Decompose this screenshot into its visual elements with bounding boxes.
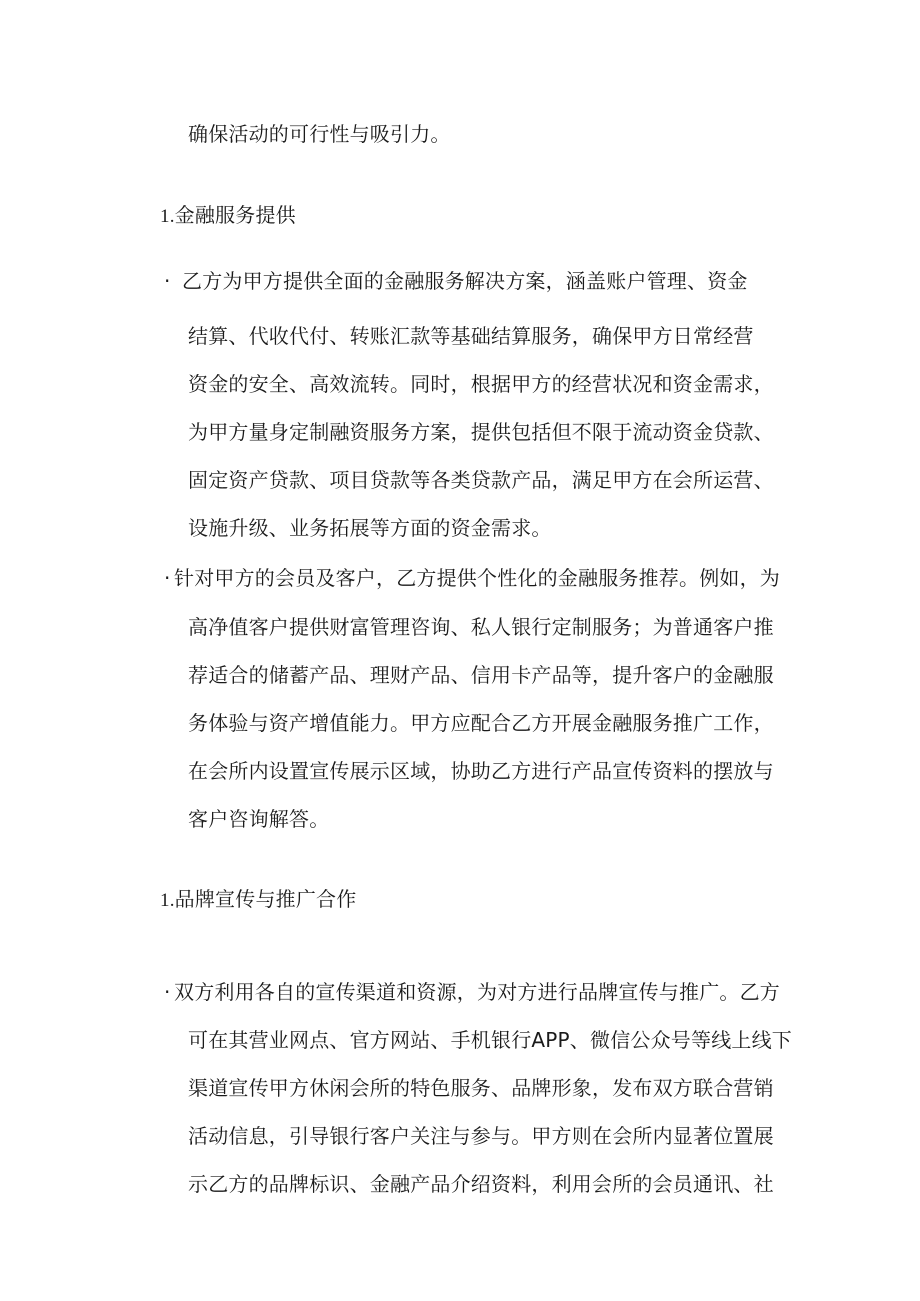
- paragraph-line: 渠道宣传甲方休闲会所的特色服务、品牌形象，发布双方联合营销: [188, 1076, 774, 1100]
- bullet-dot: ·: [164, 566, 171, 590]
- paragraph-text: 乙方为甲方提供全面的金融服务解决方案，涵盖账户管理、资金: [182, 269, 748, 293]
- paragraph-line: 荐适合的储蓄产品、理财产品、信用卡产品等，提升客户的金融服: [188, 663, 774, 687]
- paragraph-line: 客户咨询解答。: [188, 807, 330, 831]
- paragraph-line: 在会所内设置宣传展示区域，协助乙方进行产品宣传资料的摆放与: [188, 759, 774, 783]
- paragraph-line: [164, 268, 748, 294]
- paragraph-line: 高净值客户提供财富管理咨询、私人银行定制服务；为普通客户推: [188, 615, 774, 639]
- heading-number: 1.: [160, 206, 175, 227]
- paragraph-line: 为甲方量身定制融资服务方案，提供包括但不限于流动资金贷款、: [188, 420, 774, 444]
- paragraph-line: [164, 979, 780, 1005]
- intro-text-line: 确保活动的可行性与吸引力。: [188, 122, 451, 146]
- paragraph-line: 资金的安全、高效流转。同时，根据甲方的经营状况和资金需求，: [188, 372, 774, 396]
- section-heading-brand-promotion: [160, 886, 356, 914]
- paragraph-line: 可在其营业网点、官方网站、手机银行APP、微信公众号等线上线下: [188, 1028, 793, 1052]
- section-heading-financial-services: [160, 202, 296, 230]
- paragraph-line: 固定资产贷款、项目贷款等各类贷款产品，满足甲方在会所运营、: [188, 468, 774, 492]
- paragraph-line: 务体验与资产增值能力。甲方应配合乙方开展金融服务推广工作，: [188, 711, 774, 735]
- bullet-dot: ·: [164, 269, 171, 293]
- paragraph-line: [164, 565, 780, 591]
- paragraph-line: 示乙方的品牌标识、金融产品介绍资料，利用会所的会员通讯、社: [188, 1172, 774, 1196]
- paragraph-text: 双方利用各自的宣传渠道和资源，为对方进行品牌宣传与推广。乙方: [174, 980, 780, 1004]
- bullet-dot: ·: [164, 980, 171, 1004]
- paragraph-text: 针对甲方的会员及客户，乙方提供个性化的金融服务推荐。例如，为: [174, 566, 780, 590]
- heading-text: 品牌宣传与推广合作: [174, 887, 357, 911]
- paragraph-line: 设施升级、业务拓展等方面的资金需求。: [188, 516, 552, 540]
- heading-text: 金融服务提供: [174, 203, 296, 227]
- heading-number: 1.: [160, 890, 175, 911]
- paragraph-line: 活动信息，引导银行客户关注与参与。甲方则在会所内显著位置展: [188, 1124, 774, 1148]
- paragraph-line: 结算、代收代付、转账汇款等基础结算服务，确保甲方日常经营: [188, 324, 754, 348]
